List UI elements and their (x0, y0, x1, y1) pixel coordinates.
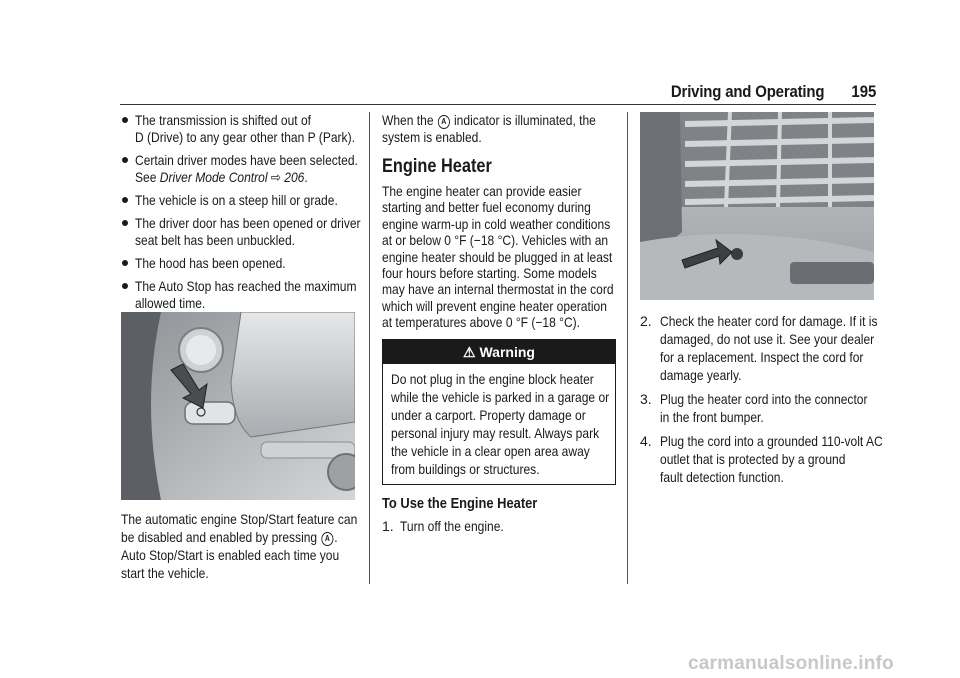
engine-heater-paragraph: The engine heater can provide easier starting and better fuel economy during engine warm-up in cold weather conditions at or below 0 °F (−18 °C). Vehicles with an engine heater should be plugged in at least four hours before starting. Some models may have an internal thermostat in the cord which will prevent engine heater operation at temperatures above 0 °F (−18 °C). (382, 183, 614, 331)
dashboard-switch-illustration (121, 312, 355, 500)
auto-stop-switch-photo (121, 312, 355, 500)
steps-list-continued (640, 312, 883, 486)
page-number: 195 (851, 82, 876, 101)
front-bumper-photo (640, 112, 874, 300)
warning-body: Do not plug in the engine block heater while the vehicle is parked in a garage or under a carport. Property damage or personal injury may result. Always park the vehicle in a clear open area away from buildings or structures. (391, 370, 610, 477)
page-header (0, 82, 876, 106)
watermark: carmanualsonline.info (688, 653, 894, 674)
column-divider-1 (369, 112, 370, 584)
column-divider-2 (627, 112, 628, 584)
bumper-connector-illustration (640, 112, 874, 300)
list-item: 1. Turn off the engine. (382, 517, 504, 534)
list-item: 4. Plug the cord into a grounded 110-volt AC outlet that is protected by a ground fault detection function. (640, 433, 883, 485)
list-item: The vehicle is on a steep hill or grade. (121, 192, 361, 209)
list-item: Certain driver modes have been selected. See Driver Mode Control ⇨ 206. (121, 152, 361, 186)
section-header-title: Driving and Operating (670, 82, 824, 101)
steps-list-start (382, 518, 618, 535)
list-item: 3. Plug the heater cord into the connector in the front bumper. (640, 391, 868, 425)
condition-list (121, 112, 361, 312)
list-item: The driver door has been opened or driver seat belt has been unbuckled. (121, 215, 361, 249)
list-item: 2. Check the heater cord for damage. If it is damaged, do not use it. See your dealer for a replacement. Inspect the cord for damage yearly. (640, 313, 878, 383)
warning-icon: ⚠ (463, 343, 476, 360)
list-item: The Auto Stop has reached the maximum allowed time. (121, 278, 361, 312)
section-title-engine-heater: Engine Heater (382, 156, 492, 177)
cross-reference-link[interactable]: Driver Mode Control (159, 169, 268, 185)
column-right (640, 312, 883, 493)
column-middle: When the A indicator is illuminated, the system is enabled. Engine Heater The engine heater can provide easier starting and better fuel economy during engine warm-up in cold weather conditions at or below 0 °F (−18 °C). Vehicles with an engine heater should be plugged in at least four hours before starting. Some models may have an internal thermostat in the cord which will prevent engine heater operation at temperatures above 0 °F (−18 °C). ⚠ Warning Do not plug in the engine block heater while the vehicle is parked in a garage or under a carport. Property damage or personal injury may result. Always park the vehicle in a clear open area away from buildings or structures. To Use the Engine Heater 1. Turn off the engine. (382, 112, 618, 542)
warning-box (382, 339, 616, 485)
auto-stop-icon: A (321, 532, 333, 546)
column-left-lower: The automatic engine Stop/Start feature can be disabled and enabled by pressing A . Auto Stop/Start is enabled each time you start the vehicle. (121, 511, 358, 581)
column-left (121, 112, 361, 344)
arrow-right-icon: ⇨ (270, 169, 281, 185)
cross-reference-page[interactable]: 206 (284, 169, 305, 185)
warning-title: Warning (479, 343, 535, 360)
header-rule (120, 104, 876, 105)
auto-stop-indicator-icon: A (438, 115, 450, 129)
list-item: The hood has been opened. (121, 255, 361, 272)
sub-title-use-heater: To Use the Engine Heater (382, 494, 538, 512)
warning-header (383, 340, 615, 364)
list-item: The transmission is shifted out of D (Drive) to any gear other than P (Park). (121, 112, 361, 146)
